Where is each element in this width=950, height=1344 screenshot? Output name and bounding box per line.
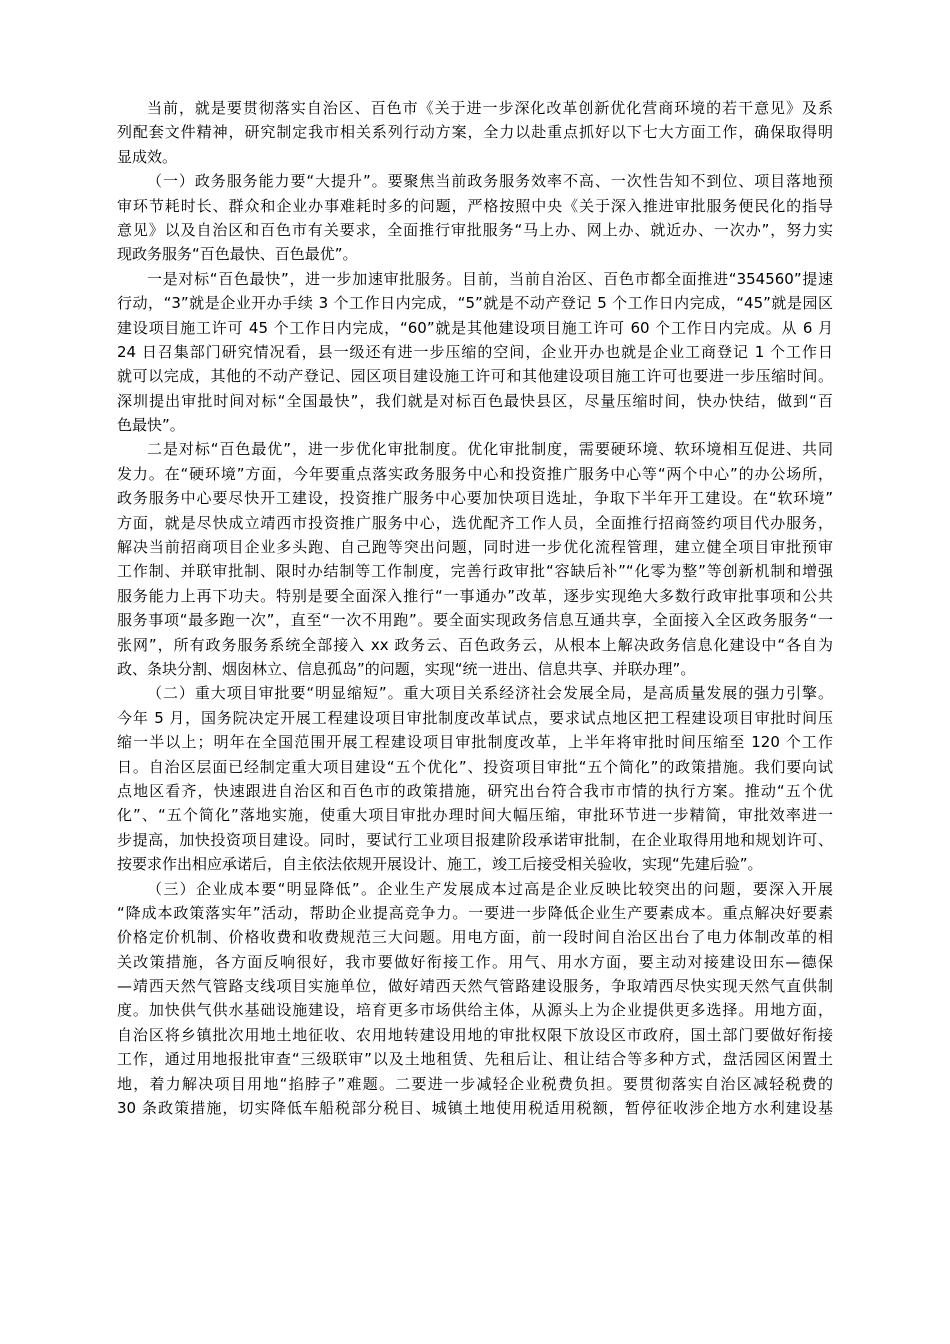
- text-line: 方面，就是尽快成立靖西市投资推广服务中心，选优配齐工作人员，全面推行招商签约项目代办服务，: [117, 513, 833, 532]
- paragraph-optimal: [117, 437, 833, 681]
- text-line: “降成本政策落实年”活动，帮助企业提高竞争力。一要进一步降低企业生产要素成本。重点解决好要素: [117, 903, 833, 922]
- text-line: 审环节耗时长、群众和企业办事难耗时多的问题，严格按照中央《关于深入推进审批服务便民化的指导: [117, 196, 833, 215]
- text-line: 政务服务中心要尽快开工建设，投资推广服务中心要加快项目选址，争取下半年开工建设。在“软环境”: [117, 489, 833, 508]
- text-line: 价格定价机制、价格收费和收费规范三大问题。用电方面，前一段时间自治区出台了电力体制改革的相: [117, 928, 833, 947]
- document-body: [117, 96, 833, 1120]
- text-line: 工作制、并联审批制、限时办结制等工作制度，完善行政审批“容缺后补”“化零为整”等创新机制和增强: [117, 562, 833, 581]
- paragraph-intro: [117, 96, 833, 169]
- text-line: 深圳提出审批时间对标“全国最快”，我们就是对标百色最快县区，尽量压缩时间，快办快结，做到“百: [117, 391, 833, 410]
- text-line: 一是对标“百色最快”，进一步加速审批服务。目前，当前自治区、百色市都全面推进“354560”提速: [147, 269, 833, 288]
- text-line: 30 条政策措施，切实降低车船税部分税目、城镇土地使用税适用税额，暂停征收涉企地方水利建设基: [117, 1099, 833, 1118]
- text-line: 行动，“3”就是企业开办手续 3 个工作日内完成，“5”就是不动产登记 5 个工作日内完成，“45”就是园区: [117, 294, 833, 313]
- text-line: 服务能力上再下功夫。特别是要全面深入推行“一事通办”改革，逐步实现绝大多数行政审批事项和公共: [117, 586, 833, 605]
- section-heading-line: （三）企业成本要“明显降低”。企业生产发展成本过高是企业反映比较突出的问题，要深入开展: [147, 879, 833, 898]
- text-line: 色最快”。: [117, 416, 185, 435]
- text-line: 按要求作出相应承诺后，自主依法依规开展设计、施工，竣工后接受相关验收，实现“先建后验”。: [117, 855, 763, 874]
- text-line: 步提高，加快投资项目建设。同时，要试行工业项目报建阶段承诺审批制，在企业取得用地和规划许可、: [117, 830, 833, 849]
- text-line: 工作，通过用地报批审查“三级联审”以及土地租赁、先租后让、租让结合等多种方式，盘活园区闲置土: [117, 1050, 833, 1069]
- text-line: 现政务服务“百色最快、百色最优”。: [117, 245, 358, 264]
- text-line: 发力。在“硬环境”方面，今年要重点落实政务服务中心和投资推广服务中心等“两个中心”的办公场所，: [117, 464, 833, 483]
- paragraph-section-3: [117, 877, 833, 1121]
- text-line: 意见》以及自治区和百色市有关要求，全面推行审批服务“马上办、网上办、就近办、一次办”，努力实: [117, 220, 833, 239]
- text-line: 自治区将乡镇批次用地土地征收、农用地转建设用地的审批权限下放设区市政府，国土部门要做好衔接: [117, 1025, 833, 1044]
- text-line: 解决当前招商项目企业多头跑、自己跑等突出问题，同时进一步优化流程管理，建立健全项目审批预审: [117, 538, 833, 557]
- text-line: 24 日召集部门研究情况看，县一级还有进一步压缩的空间，企业开办也就是企业工商登记 1 个工作日: [117, 342, 833, 361]
- text-line: 缩一半以上；明年在全国范围开展工程建设项目审批制度改革，上半年将审批时间压缩至 120 个工作: [117, 733, 833, 752]
- text-line: 关改策措施，各方面反响很好，我市要做好衔接工作。用气、用水方面，要主动对接建设田东—德保: [117, 952, 833, 971]
- text-line: 化”、“五个简化”落地实施，使重大项目审批办理时间大幅压缩，审批环节进一步精简，审批效率进一: [117, 806, 833, 825]
- text-line: 就可以完成，其他的不动产登记、园区项目建设施工许可和其他建设项目施工许可也要进一步压缩时间。: [117, 367, 833, 386]
- text-line: 政、条块分割、烟囱林立、信息孤岛”的问题，实现“统一进出、信息共享、并联办理”。: [117, 659, 696, 678]
- text-line: 建设项目施工许可 45 个工作日内完成，“60”就是其他建设项目施工许可 60 个工作日内完成。从 6 月: [117, 318, 833, 337]
- text-line: 日。自治区层面已经制定重大项目建设“五个优化”、投资项目审批“五个简化”的政策措施。我们要向试: [117, 757, 833, 776]
- text-line: 今年 5 月，国务院决定开展工程建设项目审批制度改革试点，要求试点地区把工程建设项目审批时间压: [117, 708, 833, 727]
- text-line: 点地区看齐，快速跟进自治区和百色市的政策措施，研究出台符合我市市情的执行方案。推动“五个优: [117, 781, 833, 800]
- section-heading-line: （二）重大项目审批要“明显缩短”。重大项目关系经济社会发展全局，是高质量发展的强力引擎。: [147, 684, 833, 703]
- text-line: 服务事项“最多跑一次”，直至“一次不用跑”。要全面实现政务信息互通共享，全面接入全区政务服务“一: [117, 611, 833, 630]
- text-line: 当前，就是要贯彻落实自治区、百色市《关于进一步深化改革创新优化营商环境的若干意见》及系: [147, 99, 833, 117]
- text-line: 度。加快供气供水基础设施建设，培育更多市场供给主体，从源头上为企业提供更多选择。用地方面，: [117, 1001, 833, 1020]
- paragraph-section-2: [117, 681, 833, 876]
- text-line: 二是对标“百色最优”，进一步优化审批制度。优化审批制度，需要硬环境、软环境相互促进、共同: [147, 440, 833, 459]
- paragraph-section-1: [117, 169, 833, 267]
- text-line: 地，着力解决项目用地“掐脖子”难题。二要进一步减轻企业税费负担。要贯彻落实自治区减轻税费的: [117, 1074, 833, 1093]
- text-line: 张网”，所有政务服务系统全部接入 xx 政务云、百色政务云，从根本上解决政务信息化建设中“各自为: [117, 635, 833, 654]
- section-heading-line: （一）政务服务能力要“大提升”。要聚焦当前政务服务效率不高、一次性告知不到位、项目落地预: [147, 172, 833, 191]
- text-line: 列配套文件精神，研究制定我市相关系列行动方案，全力以赴重点抓好以下七大方面工作，确保取得明: [117, 123, 833, 142]
- text-line: 显成效。: [117, 147, 178, 166]
- text-line: —靖西天然气管路支线项目实施单位，做好靖西天然气管路建设服务，争取靖西尽快实现天然气直供制: [117, 977, 833, 996]
- paragraph-fastest: [117, 267, 833, 438]
